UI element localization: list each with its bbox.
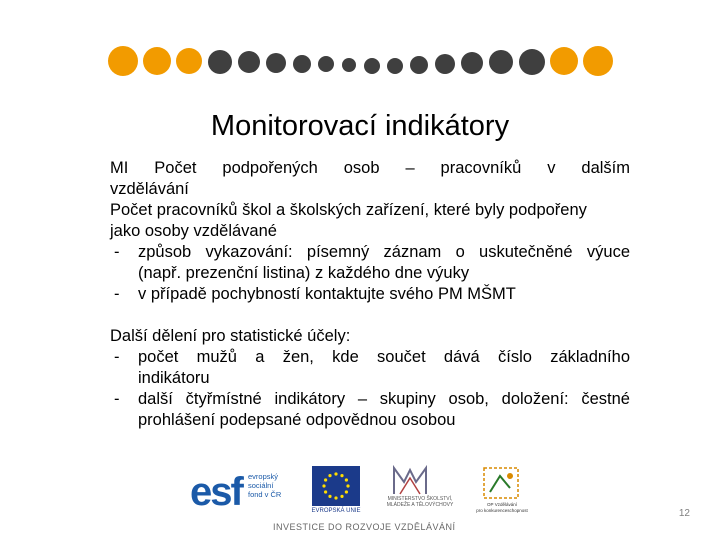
bullet-item (110, 347, 630, 389)
bullet-4-line-2: prohlášení podepsané odpovědnou osobou (138, 411, 456, 429)
decorative-dot (208, 50, 232, 74)
op-logo (470, 466, 534, 518)
eu-logo (306, 466, 366, 518)
decorative-dot (387, 58, 403, 74)
decorative-dot (266, 53, 286, 73)
eu-star-icon (322, 484, 325, 487)
eu-star-icon (334, 496, 337, 499)
bullet-1-line-2: (např. prezenční listina) z každého dne výuky (138, 264, 470, 282)
eu-star-icon (334, 472, 337, 475)
bullet-dash: - (114, 390, 120, 408)
decorative-dot (108, 46, 138, 76)
eu-star-icon (346, 484, 349, 487)
paragraph-2: Další dělení pro statistické účely: (110, 327, 351, 345)
bullet-item (110, 389, 630, 431)
decorative-dot (461, 52, 483, 74)
decorative-dot (519, 49, 545, 75)
eu-star-icon (340, 495, 343, 498)
decorative-dots-row (0, 0, 720, 100)
eu-star-icon (340, 474, 343, 477)
msmt-emblem-icon (390, 464, 430, 498)
eu-star-icon (328, 474, 331, 477)
heading-line-1: MI Počet podpořených osob – pracovníků v dalším (110, 159, 630, 177)
paragraph-1-line-2: jako osoby vzdělávané (110, 222, 277, 240)
decorative-dot (238, 51, 260, 73)
msmt-logo-text: MINISTERSTVO ŠKOLSTVÍ, MLÁDEŽE A TĚLOVÝCHOVY (386, 496, 454, 508)
slide-title: Monitorovací indikátory (210, 110, 510, 142)
op-logo-text: OP Vzdělávání pro konkurenceschopnost (476, 502, 528, 513)
eu-star-icon (328, 495, 331, 498)
decorative-dot (489, 50, 513, 74)
decorative-dot (550, 47, 578, 75)
decorative-dot (364, 58, 380, 74)
esf-logo (190, 468, 300, 518)
esf-logo-letters: esf (190, 470, 242, 514)
eu-star-icon (345, 478, 348, 481)
bullet-dash: - (114, 243, 120, 261)
paragraph-1-line-1: Počet pracovníků škol a školských zařízení, které byly podpořeny (110, 201, 587, 219)
eu-logo-label: EVROPSKÁ UNIE (311, 508, 361, 514)
page-number: 12 (678, 508, 690, 519)
decorative-dot (435, 54, 455, 74)
bullet-dash: - (114, 285, 120, 303)
eu-star-icon (324, 478, 327, 481)
decorative-dot (143, 47, 171, 75)
bullet-item (110, 242, 630, 284)
bullet-dash: - (114, 348, 120, 366)
op-emblem-icon (482, 466, 520, 500)
decorative-dot (176, 48, 202, 74)
decorative-dot (583, 46, 613, 76)
decorative-dot (342, 58, 356, 72)
bullet-3-line-2: indikátoru (138, 369, 210, 387)
bullet-1-line-1: způsob vykazování: písemný záznam o uskutečněné výuce (138, 243, 630, 261)
bullet-item (110, 284, 630, 305)
decorative-dot (318, 56, 334, 72)
decorative-dot (293, 55, 311, 73)
heading-line-2: vzdělávání (110, 180, 189, 198)
eu-flag-icon (312, 466, 360, 506)
bullet-3-line-1: počet mužů a žen, kde součet dává číslo základního (138, 348, 630, 366)
msmt-logo (378, 464, 462, 520)
eu-star-icon (345, 490, 348, 493)
decorative-dot (410, 56, 428, 74)
bullet-2-line-1: v případě pochybností kontaktujte svého PM MŠMT (138, 285, 516, 303)
bullet-4-line-1: další čtyřmístné indikátory – skupiny osob, doložení: čestné (138, 390, 630, 408)
logo-bar (188, 462, 533, 540)
spacer (110, 305, 630, 326)
slide-body (110, 158, 630, 431)
investice-tagline: INVESTICE DO ROZVOJE VZDĚLÁVÁNÍ (273, 522, 456, 532)
eu-star-icon (324, 490, 327, 493)
esf-logo-text: evropský sociální fond v ČR (248, 472, 282, 499)
